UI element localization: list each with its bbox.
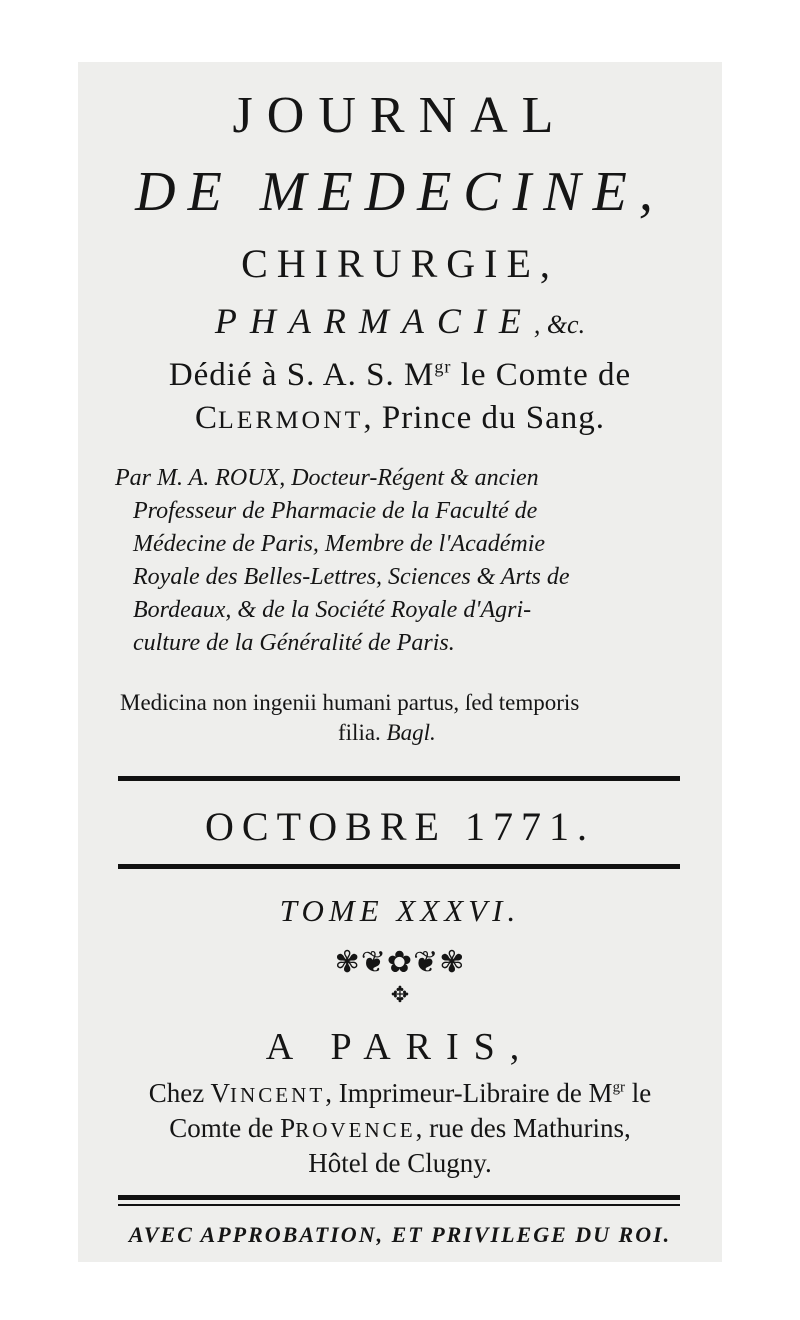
imprint-sup: gr xyxy=(612,1079,625,1096)
imprint-line-3: Hôtel de Clugny. xyxy=(308,1148,492,1178)
author-line: Bordeaux, & de la Société Royale d'Agri- xyxy=(133,597,532,623)
title-pharmacie-main: PHARMACIE xyxy=(214,301,534,341)
privilege-line: AVEC APPROBATION, ET PRIVILEGE DU ROI. xyxy=(128,1222,672,1247)
imprint-provence: ROVENCE xyxy=(295,1118,416,1142)
author-line: culture de la Généralité de Paris. xyxy=(133,630,455,656)
printer-ornament-drop: ✥ xyxy=(390,982,410,1007)
printer-ornament: ✾❦✿❦✾ xyxy=(334,946,466,979)
author-line: Professeur de Pharmacie de la Faculté de xyxy=(133,498,538,524)
dedication-line-1 xyxy=(0,357,800,394)
imprint-chez: Chez V xyxy=(148,1078,231,1108)
imprint-line-2 xyxy=(0,1113,800,1144)
title-chirurgie: CHIRURGIE, xyxy=(241,241,559,286)
author-line: Par M. A. ROUX, Docteur-Régent & ancien xyxy=(115,465,539,491)
imprint-le: le xyxy=(624,1078,652,1108)
imprint-vincent: INCENT xyxy=(230,1083,326,1107)
motto-line-1: Medicina non ingenii humani partus, ſed temporis xyxy=(120,690,580,715)
motto-bagl: Bagl. xyxy=(386,720,436,745)
rule-bottom-thick xyxy=(118,1195,680,1200)
issue-date: OCTOBRE 1771. xyxy=(205,804,595,849)
rule-bottom-thin xyxy=(118,1204,680,1206)
title-pharmacie xyxy=(0,300,800,342)
title-de-medecine: DE MEDECINE, xyxy=(135,161,665,223)
dedication-c: C xyxy=(195,400,219,436)
motto-line-2 xyxy=(338,720,436,746)
tome-number: TOME XXXVI. xyxy=(279,893,521,928)
rule-top xyxy=(118,776,680,781)
author-line: Médecine de Paris, Membre de l'Académie xyxy=(133,531,546,557)
imprint-city: A PARIS, xyxy=(265,1026,535,1068)
dedication-line-2 xyxy=(0,400,800,437)
imprint-rue: , rue des Mathurins, xyxy=(415,1113,631,1143)
title-pharmacie-suffix: , &c. xyxy=(533,310,586,339)
imprint-libraire: , Imprimeur-Libraire de M xyxy=(325,1078,613,1108)
rule-middle xyxy=(118,864,680,869)
author-line: Royale des Belles-Lettres, Sciences & Arts de xyxy=(133,564,570,590)
dedication-clermont: LERMONT xyxy=(218,405,364,434)
title-journal: JOURNAL xyxy=(232,87,568,144)
dedication-text-b: le Comte de xyxy=(451,357,632,393)
imprint-comte: Comte de P xyxy=(169,1113,296,1143)
imprint-line-1 xyxy=(0,1078,800,1109)
dedication-sup: gr xyxy=(434,356,452,377)
motto-filia: filia. xyxy=(338,720,387,745)
dedication-prince: , Prince du Sang. xyxy=(363,400,605,436)
dedication-text-a: Dédié à S. A. S. M xyxy=(168,357,435,393)
